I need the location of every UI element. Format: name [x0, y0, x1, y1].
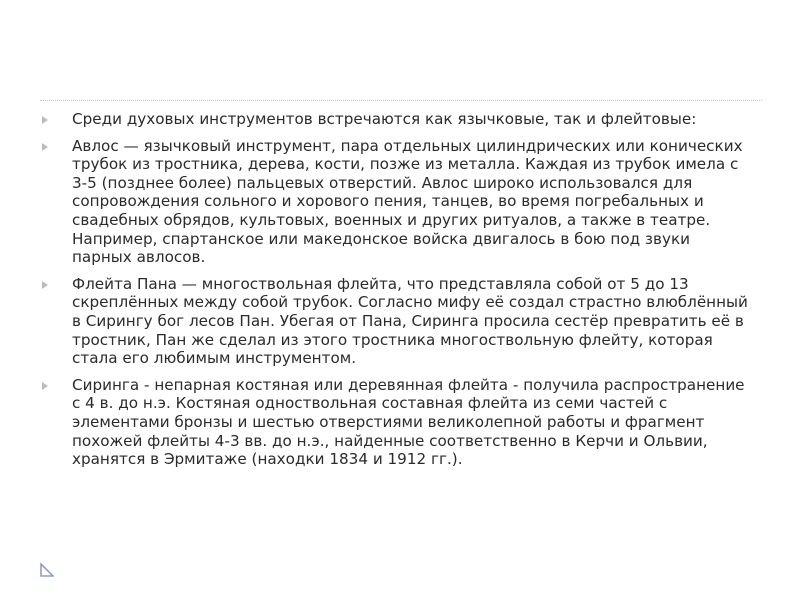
- bullet-text: Флейта Пана — многоствольная флейта, что представляла собой от 5 до 13 скреплённых между собой трубок. Согласно мифу её создал страстно влюблённый в Сирингу бог лесов Пан. Убегая от Пана, Сиринга просила сестёр превратить её в тростник, Пан же сделал из этого тростника многоствольную флейту, которая стала его любимым инструментом.: [72, 274, 748, 368]
- triangle-bullet-icon: [42, 281, 48, 289]
- bullet-text: Авлос — язычковый инструмент, пара отдельных цилиндрических или конических трубок из тростника, дерева, кости, позже из металла. Каждая из трубок имела с 3-5 (позднее более) пальцевых отверстий. Авлос широко использовался для сопровождения сольного и хорового пения, танцев, во время погребальных и свадебных обрядов, культовых, военных и других ритуалов, а также в театре. Например, спартанское или македонское войска двигалось в бою под звуки парных авлосов.: [72, 136, 743, 267]
- slide-body: [40, 110, 752, 477]
- bullet-text: Сиринга - непарная костяная или деревянная флейта - получила распространение с 4 в. до н.э. Костяная одноствольная составная флейта из семи частей с элементами бронзы и шестью отверстиями великолепной работы и фрагмент похожей флейты 4-3 вв. до н.э., найденные соответственно в Керчи и Ольвии, хранятся в Эрмитаже (находки 1834 и 1912 гг.).: [72, 375, 745, 469]
- bullet-item: [40, 110, 752, 129]
- bullet-item: [40, 376, 752, 469]
- bullet-item: [40, 137, 752, 267]
- triangle-bullet-icon: [42, 382, 48, 390]
- triangle-bullet-icon: [42, 116, 48, 124]
- top-divider: [40, 100, 762, 101]
- triangle-nav-icon[interactable]: [40, 563, 54, 577]
- bullet-item: [40, 275, 752, 368]
- triangle-bullet-icon: [42, 143, 48, 151]
- bullet-text: Среди духовых инструментов встречаются как язычковые, так и флейтовые:: [72, 110, 697, 128]
